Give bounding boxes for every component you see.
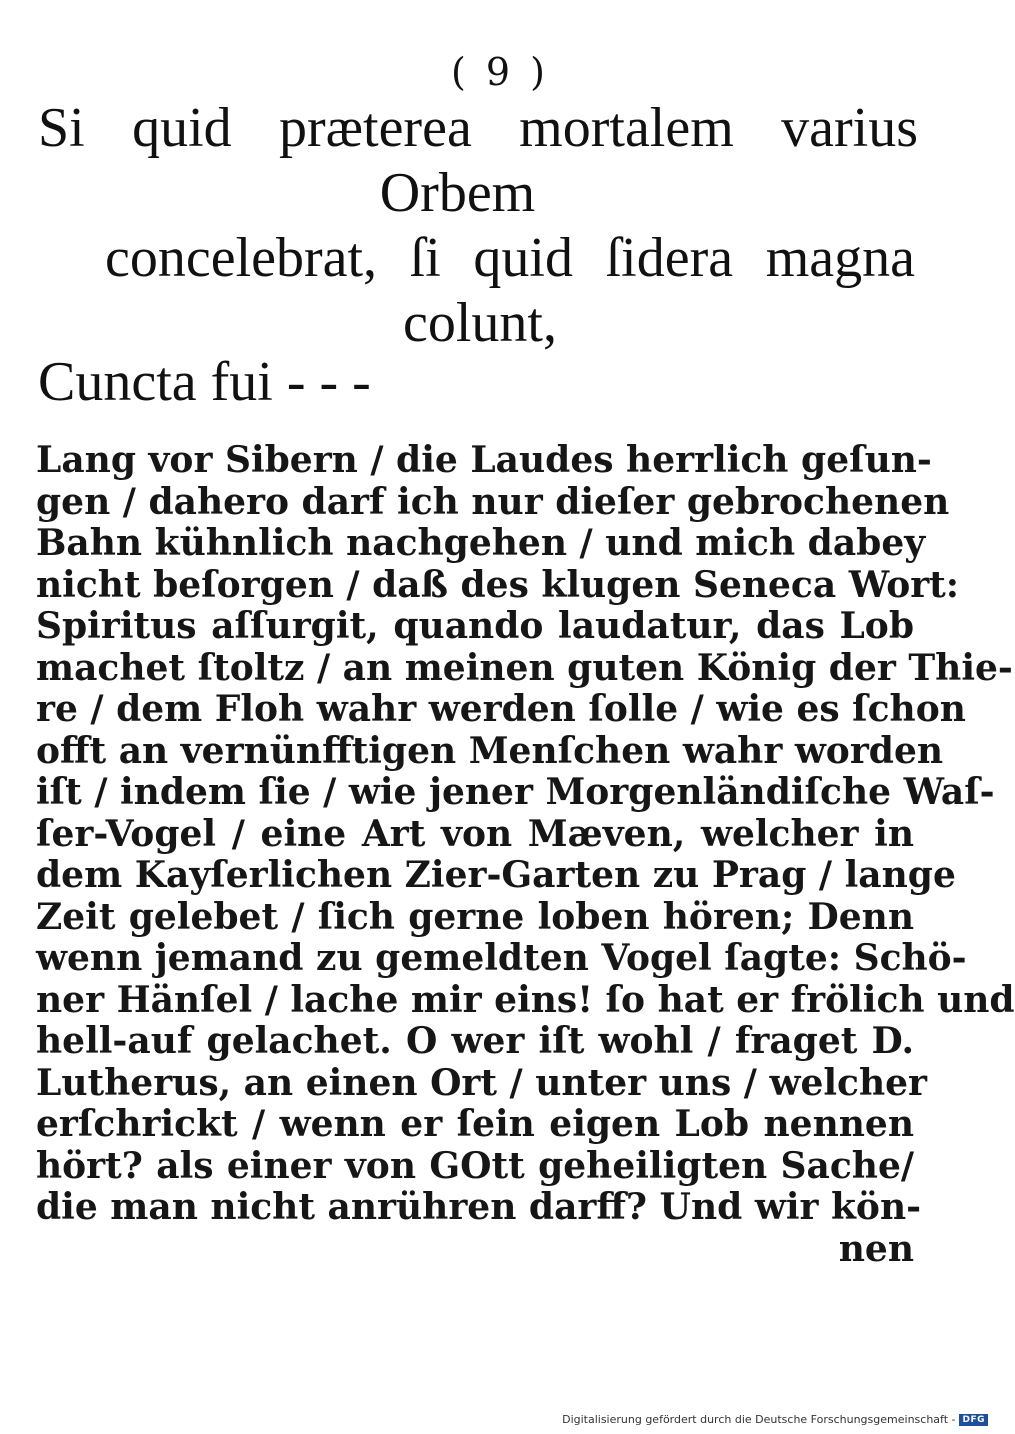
prose-line: Lang vor Sibern / die Laudes herrlich geſun- (36, 439, 932, 481)
prose-line: Lutherus, an einen Ort / unter uns / welcher (36, 1061, 927, 1104)
prose-paragraph (36, 439, 1015, 1270)
catchword: nen (838, 1227, 914, 1270)
verse-line-5: Cunctа fui - - - (38, 351, 371, 413)
prose-line: gen / dahero darf ich nur dieſer gebrochenen (36, 480, 950, 523)
footer-text: Digitalisierung gefördert durch die Deutsche Forschungsgemeinschaft - (562, 1413, 956, 1426)
prose-line: hört? als einer von GOtt geheiligten Sache/ (36, 1144, 914, 1187)
prose-line: offt an vernünfftigen Menſchen wahr worden (36, 729, 944, 772)
prose-line: wenn jemand zu gemeldten Vogel ſagte: Schö- (36, 937, 967, 979)
page-number: ( 9 ) (451, 50, 549, 94)
prose-line: re / dem Floh wahr werden ſolle / wie es ſchon (36, 688, 966, 730)
dfg-logo-icon: DFG (959, 1414, 988, 1426)
prose-line: dem Kayſerlichen Zier-Garten zu Prag / lange (36, 854, 956, 896)
verse-line-3: concelebrat, ſi quid ſidera magna (105, 227, 915, 289)
verse-line-4: colunt, (403, 292, 557, 354)
prose-line: Bahn kühnlich nachgehen / und mich dabey (36, 522, 926, 564)
verse-line-2: Orbem (379, 162, 536, 224)
digitization-footer (562, 1413, 988, 1426)
prose-line: erſchrickt / wenn er ſein eigen Lob nennen (36, 1103, 914, 1145)
prose-line: Spiritus aſſurgit, quando laudatur, das Lob (36, 605, 914, 647)
verse-line-1: Si quid præterea mortalem varius (38, 97, 918, 159)
prose-line: iſt / indem ſie / wie jener Morgenländiſche Waſ- (36, 771, 995, 813)
prose-line: die man nicht anrühren darff? Und wir kön- (36, 1186, 922, 1228)
prose-line: machet ſtoltz / an meinen guten König der Thie- (36, 646, 1013, 689)
prose-line: hell-auf gelachet. O wer iſt wohl / fraget D. (36, 1020, 914, 1062)
prose-line: Zeit gelebet / ſich gerne loben hören; Denn (36, 895, 914, 938)
prose-line: ner Hänſel / lache mir eins! ſo hat er frölich und (36, 978, 1015, 1021)
prose-line: nicht beſorgen / daß des klugen Seneca Wort: (36, 563, 960, 606)
prose-line: ſer-Vogel / eine Art von Mæven, welcher in (36, 812, 914, 855)
